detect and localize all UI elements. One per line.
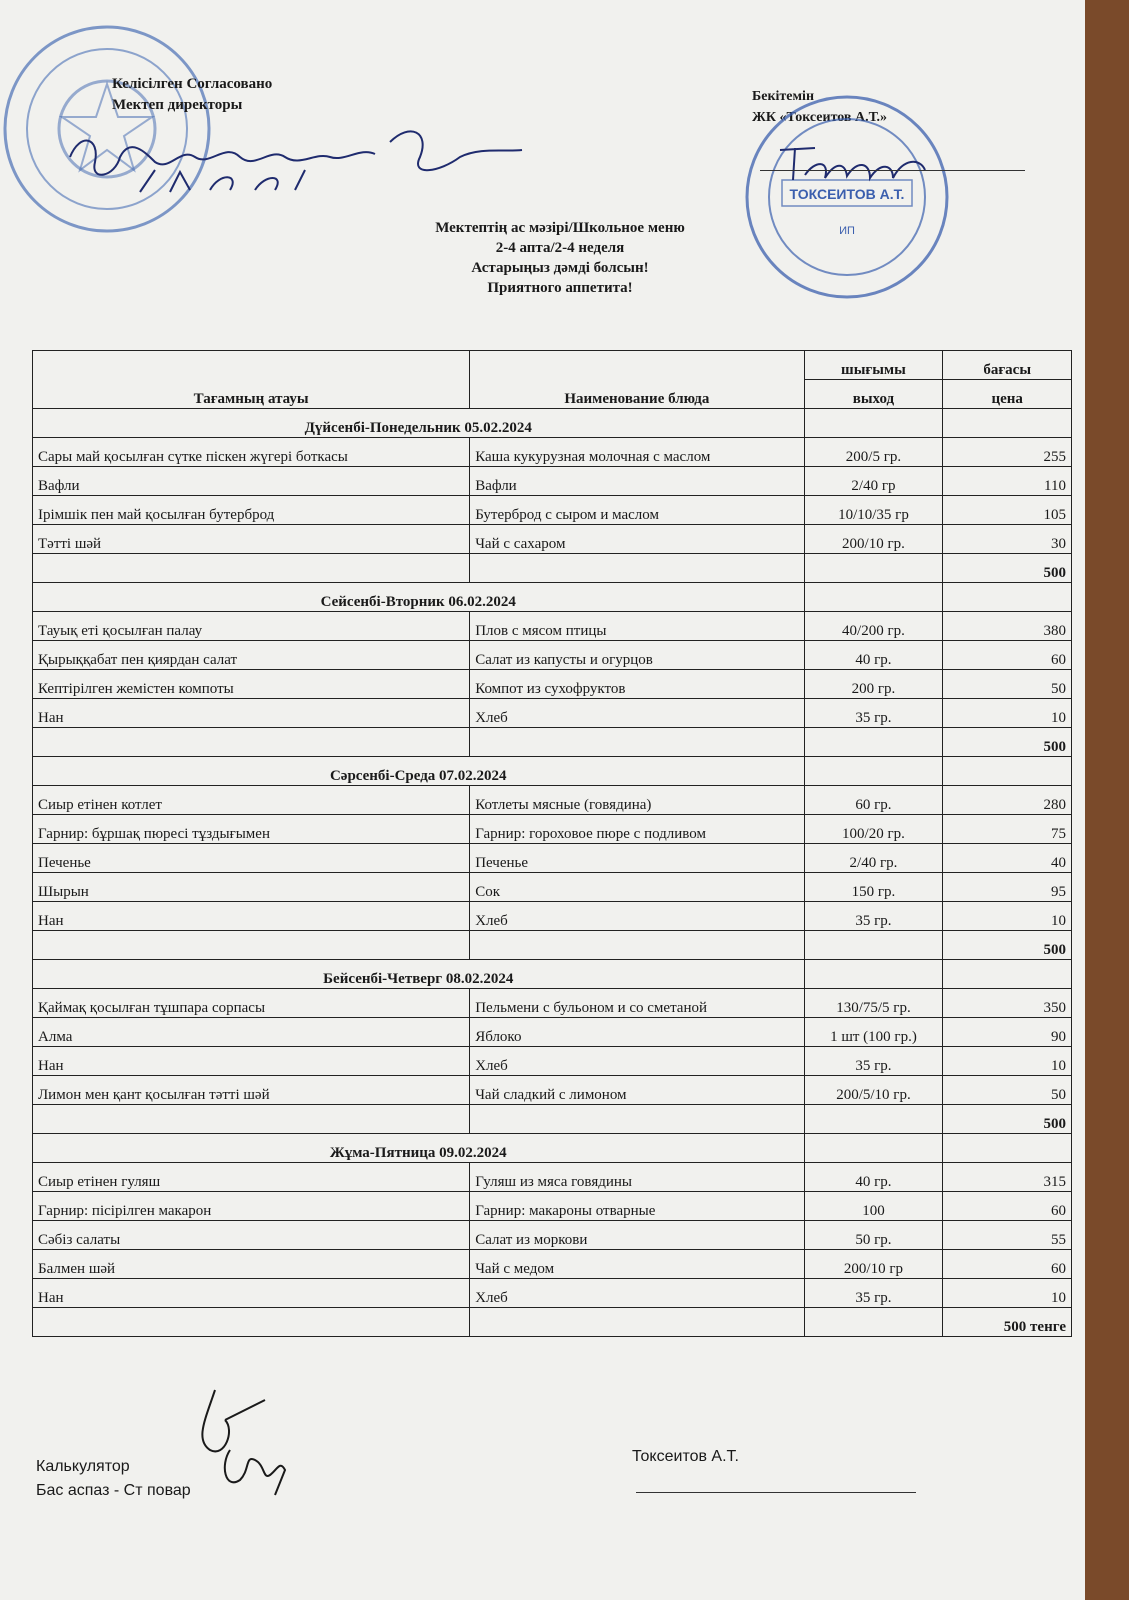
right-seal-stamp bbox=[742, 92, 952, 302]
dish-portion: 35 гр. bbox=[804, 1279, 943, 1308]
dish-name-kz: Алма bbox=[33, 1018, 470, 1047]
empty-cell bbox=[804, 1105, 943, 1134]
dish-name-ru: Гарнир: гороховое пюре с подливом bbox=[470, 815, 804, 844]
day-total: 500 тенге bbox=[943, 1308, 1072, 1337]
dish-portion: 200 гр. bbox=[804, 670, 943, 699]
dish-name-ru: Хлеб bbox=[470, 1047, 804, 1076]
dish-portion: 100/20 гр. bbox=[804, 815, 943, 844]
dish-portion: 35 гр. bbox=[804, 699, 943, 728]
day-total: 500 bbox=[943, 931, 1072, 960]
approval-right-title: Бекітемін bbox=[752, 89, 815, 104]
dish-portion: 40 гр. bbox=[804, 641, 943, 670]
table-row bbox=[33, 1163, 1072, 1192]
left-handwritten-signature bbox=[60, 112, 530, 207]
day-total-row bbox=[33, 554, 1072, 583]
table-row bbox=[33, 873, 1072, 902]
dish-price: 60 bbox=[943, 641, 1072, 670]
dish-portion: 200/10 гр bbox=[804, 1250, 943, 1279]
dish-name-kz: Шырын bbox=[33, 873, 470, 902]
dish-name-ru: Плов с мясом птицы bbox=[470, 612, 804, 641]
dish-portion: 200/5/10 гр. bbox=[804, 1076, 943, 1105]
menu-title: Мектептің ас мәзірі/Школьное меню bbox=[435, 220, 685, 236]
menu-wish-ru: Приятного аппетита! bbox=[487, 280, 633, 296]
dish-portion: 1 шт (100 гр.) bbox=[804, 1018, 943, 1047]
dish-name-ru: Вафли bbox=[470, 467, 804, 496]
table-row bbox=[33, 786, 1072, 815]
dish-price: 50 bbox=[943, 670, 1072, 699]
dish-name-ru: Чай с медом bbox=[470, 1250, 804, 1279]
dish-portion: 100 bbox=[804, 1192, 943, 1221]
dish-name-ru: Яблоко bbox=[470, 1018, 804, 1047]
day-total-row bbox=[33, 931, 1072, 960]
dish-name-ru: Сок bbox=[470, 873, 804, 902]
table-row bbox=[33, 844, 1072, 873]
dish-portion: 130/75/5 гр. bbox=[804, 989, 943, 1018]
table-row bbox=[33, 815, 1072, 844]
dish-portion: 2/40 гр. bbox=[804, 844, 943, 873]
day-total-row bbox=[33, 1308, 1072, 1337]
footer-handwritten-signature bbox=[185, 1380, 295, 1505]
dish-name-kz: Нан bbox=[33, 699, 470, 728]
footer-name: Токсеитов А.Т. bbox=[632, 1448, 739, 1465]
dish-name-ru: Салат из моркови bbox=[470, 1221, 804, 1250]
table-row bbox=[33, 1018, 1072, 1047]
empty-cell bbox=[470, 1105, 804, 1134]
day-name: Жұма-Пятница 09.02.2024 bbox=[33, 1134, 805, 1163]
dish-price: 105 bbox=[943, 496, 1072, 525]
empty-cell bbox=[470, 728, 804, 757]
table-row bbox=[33, 1221, 1072, 1250]
dish-name-ru: Хлеб bbox=[470, 1279, 804, 1308]
approval-left-role: Мектеп директоры bbox=[112, 97, 243, 113]
empty-cell bbox=[943, 960, 1072, 989]
empty-cell bbox=[470, 1308, 804, 1337]
day-total: 500 bbox=[943, 554, 1072, 583]
approval-left-title: Келісілген Согласовано bbox=[112, 76, 273, 92]
day-name: Сәрсенбі-Среда 07.02.2024 bbox=[33, 757, 805, 786]
dish-name-ru: Пельмени с бульоном и со сметаной bbox=[470, 989, 804, 1018]
dish-name-kz: Қаймақ қосылған тұшпара сорпасы bbox=[33, 989, 470, 1018]
dish-name-kz: Сиыр етінен котлет bbox=[33, 786, 470, 815]
empty-cell bbox=[470, 554, 804, 583]
dish-name-ru: Котлеты мясные (говядина) bbox=[470, 786, 804, 815]
table-row bbox=[33, 1250, 1072, 1279]
dish-name-ru: Хлеб bbox=[470, 699, 804, 728]
empty-cell bbox=[33, 554, 470, 583]
empty-cell bbox=[804, 1134, 943, 1163]
dish-name-kz: Гарнир: пісірілген макарон bbox=[33, 1192, 470, 1221]
dish-name-kz: Нан bbox=[33, 902, 470, 931]
table-row bbox=[33, 496, 1072, 525]
dish-name-kz: Кептірілген жемістен компоты bbox=[33, 670, 470, 699]
empty-cell bbox=[804, 409, 943, 438]
dish-name-ru: Компот из сухофруктов bbox=[470, 670, 804, 699]
day-header-row bbox=[33, 757, 1072, 786]
dish-name-ru: Бутерброд с сыром и маслом bbox=[470, 496, 804, 525]
dish-price: 60 bbox=[943, 1192, 1072, 1221]
dish-name-kz: Печенье bbox=[33, 844, 470, 873]
right-stamp-label: ИП bbox=[839, 225, 855, 237]
menu-table bbox=[32, 350, 1072, 1337]
dish-name-ru: Салат из капусты и огурцов bbox=[470, 641, 804, 670]
col-header-ru: Наименование блюда bbox=[470, 351, 804, 409]
empty-cell bbox=[33, 728, 470, 757]
table-row bbox=[33, 989, 1072, 1018]
table-row bbox=[33, 612, 1072, 641]
day-name: Бейсенбі-Четверг 08.02.2024 bbox=[33, 960, 805, 989]
dish-price: 60 bbox=[943, 1250, 1072, 1279]
empty-cell bbox=[33, 1308, 470, 1337]
footer-signature-line bbox=[636, 1492, 916, 1493]
table-row bbox=[33, 1076, 1072, 1105]
dish-name-kz: Нан bbox=[33, 1279, 470, 1308]
empty-cell bbox=[804, 960, 943, 989]
dish-portion: 150 гр. bbox=[804, 873, 943, 902]
footer-chef: Бас аспаз - Ст повар bbox=[36, 1482, 191, 1499]
dish-name-kz: Тәтті шәй bbox=[33, 525, 470, 554]
table-row bbox=[33, 1279, 1072, 1308]
dish-price: 55 bbox=[943, 1221, 1072, 1250]
dish-price: 380 bbox=[943, 612, 1072, 641]
dish-name-kz: Ірімшік пен май қосылған бутерброд bbox=[33, 496, 470, 525]
table-row bbox=[33, 438, 1072, 467]
empty-cell bbox=[943, 583, 1072, 612]
dish-name-kz: Сәбіз салаты bbox=[33, 1221, 470, 1250]
dish-name-kz: Қырыққабат пен қиярдан салат bbox=[33, 641, 470, 670]
day-name: Дүйсенбі-Понедельник 05.02.2024 bbox=[33, 409, 805, 438]
dish-name-ru: Гуляш из мяса говядины bbox=[470, 1163, 804, 1192]
dish-price: 350 bbox=[943, 989, 1072, 1018]
table-row bbox=[33, 670, 1072, 699]
table-row bbox=[33, 467, 1072, 496]
empty-cell bbox=[804, 583, 943, 612]
col-header-price-kz: бағасы bbox=[943, 351, 1072, 380]
dish-price: 110 bbox=[943, 467, 1072, 496]
dish-price: 10 bbox=[943, 699, 1072, 728]
empty-cell bbox=[943, 757, 1072, 786]
empty-cell bbox=[804, 931, 943, 960]
day-total-row bbox=[33, 728, 1072, 757]
dish-price: 95 bbox=[943, 873, 1072, 902]
day-total: 500 bbox=[943, 728, 1072, 757]
dish-portion: 40/200 гр. bbox=[804, 612, 943, 641]
empty-cell bbox=[943, 1134, 1072, 1163]
table-row bbox=[33, 699, 1072, 728]
empty-cell bbox=[470, 931, 804, 960]
approval-left-block bbox=[112, 74, 272, 116]
dish-price: 50 bbox=[943, 1076, 1072, 1105]
table-row bbox=[33, 902, 1072, 931]
dish-portion: 2/40 гр bbox=[804, 467, 943, 496]
dish-portion: 40 гр. bbox=[804, 1163, 943, 1192]
menu-week: 2-4 апта/2-4 неделя bbox=[495, 240, 625, 256]
right-signature-line bbox=[760, 170, 1025, 171]
col-header-out-kz: шығымы bbox=[804, 351, 943, 380]
empty-cell bbox=[804, 757, 943, 786]
day-name: Сейсенбі-Вторник 06.02.2024 bbox=[33, 583, 805, 612]
dish-name-ru: Каша кукурузная молочная с маслом bbox=[470, 438, 804, 467]
dish-price: 75 bbox=[943, 815, 1072, 844]
dish-price: 255 bbox=[943, 438, 1072, 467]
table-row bbox=[33, 1047, 1072, 1076]
empty-cell bbox=[804, 554, 943, 583]
dish-portion: 10/10/35 гр bbox=[804, 496, 943, 525]
footer-calculator: Калькулятор bbox=[36, 1458, 130, 1475]
menu-title-block bbox=[380, 218, 740, 298]
dish-price: 10 bbox=[943, 902, 1072, 931]
dish-price: 30 bbox=[943, 525, 1072, 554]
table-row bbox=[33, 1192, 1072, 1221]
dish-name-kz: Сары май қосылған сүтке піскен жүгері боткасы bbox=[33, 438, 470, 467]
dish-portion: 60 гр. bbox=[804, 786, 943, 815]
dish-portion: 200/5 гр. bbox=[804, 438, 943, 467]
dish-name-ru: Хлеб bbox=[470, 902, 804, 931]
dish-name-kz: Тауық еті қосылған палау bbox=[33, 612, 470, 641]
day-total-row bbox=[33, 1105, 1072, 1134]
dish-price: 315 bbox=[943, 1163, 1072, 1192]
dish-name-kz: Гарнир: бұршақ пюресі тұздығымен bbox=[33, 815, 470, 844]
dish-name-kz: Сиыр етінен гуляш bbox=[33, 1163, 470, 1192]
day-header-row bbox=[33, 1134, 1072, 1163]
approval-right-owner: ЖК «Токсеитов А.Т.» bbox=[752, 110, 888, 125]
empty-cell bbox=[33, 1105, 470, 1134]
dish-portion: 35 гр. bbox=[804, 1047, 943, 1076]
dish-price: 90 bbox=[943, 1018, 1072, 1047]
dish-name-ru: Чай с сахаром bbox=[470, 525, 804, 554]
dish-price: 10 bbox=[943, 1279, 1072, 1308]
empty-cell bbox=[33, 931, 470, 960]
col-header-price-ru: цена bbox=[943, 380, 1072, 409]
table-row bbox=[33, 641, 1072, 670]
empty-cell bbox=[943, 409, 1072, 438]
right-stamp-name: ТОКСЕИТОВ А.Т. bbox=[789, 186, 905, 202]
day-header-row bbox=[33, 583, 1072, 612]
day-header-row bbox=[33, 960, 1072, 989]
table-row bbox=[33, 525, 1072, 554]
dish-portion: 35 гр. bbox=[804, 902, 943, 931]
dish-name-ru: Печенье bbox=[470, 844, 804, 873]
empty-cell bbox=[804, 728, 943, 757]
dish-name-kz: Лимон мен қант қосылған тәтті шәй bbox=[33, 1076, 470, 1105]
dish-name-kz: Балмен шәй bbox=[33, 1250, 470, 1279]
dish-name-kz: Вафли bbox=[33, 467, 470, 496]
right-handwritten-signature bbox=[775, 140, 935, 195]
dish-name-kz: Нан bbox=[33, 1047, 470, 1076]
menu-wish-kz: Астарыңыз дәмді болсын! bbox=[471, 260, 649, 276]
dish-portion: 200/10 гр. bbox=[804, 525, 943, 554]
col-header-kz: Тағамның атауы bbox=[33, 351, 470, 409]
day-total: 500 bbox=[943, 1105, 1072, 1134]
day-header-row bbox=[33, 409, 1072, 438]
dish-name-ru: Гарнир: макароны отварные bbox=[470, 1192, 804, 1221]
col-header-out-ru: выход bbox=[804, 380, 943, 409]
dish-price: 10 bbox=[943, 1047, 1072, 1076]
dish-name-ru: Чай сладкий с лимоном bbox=[470, 1076, 804, 1105]
dish-price: 40 bbox=[943, 844, 1072, 873]
dish-portion: 50 гр. bbox=[804, 1221, 943, 1250]
footer-roles bbox=[36, 1455, 191, 1503]
dish-price: 280 bbox=[943, 786, 1072, 815]
empty-cell bbox=[804, 1308, 943, 1337]
